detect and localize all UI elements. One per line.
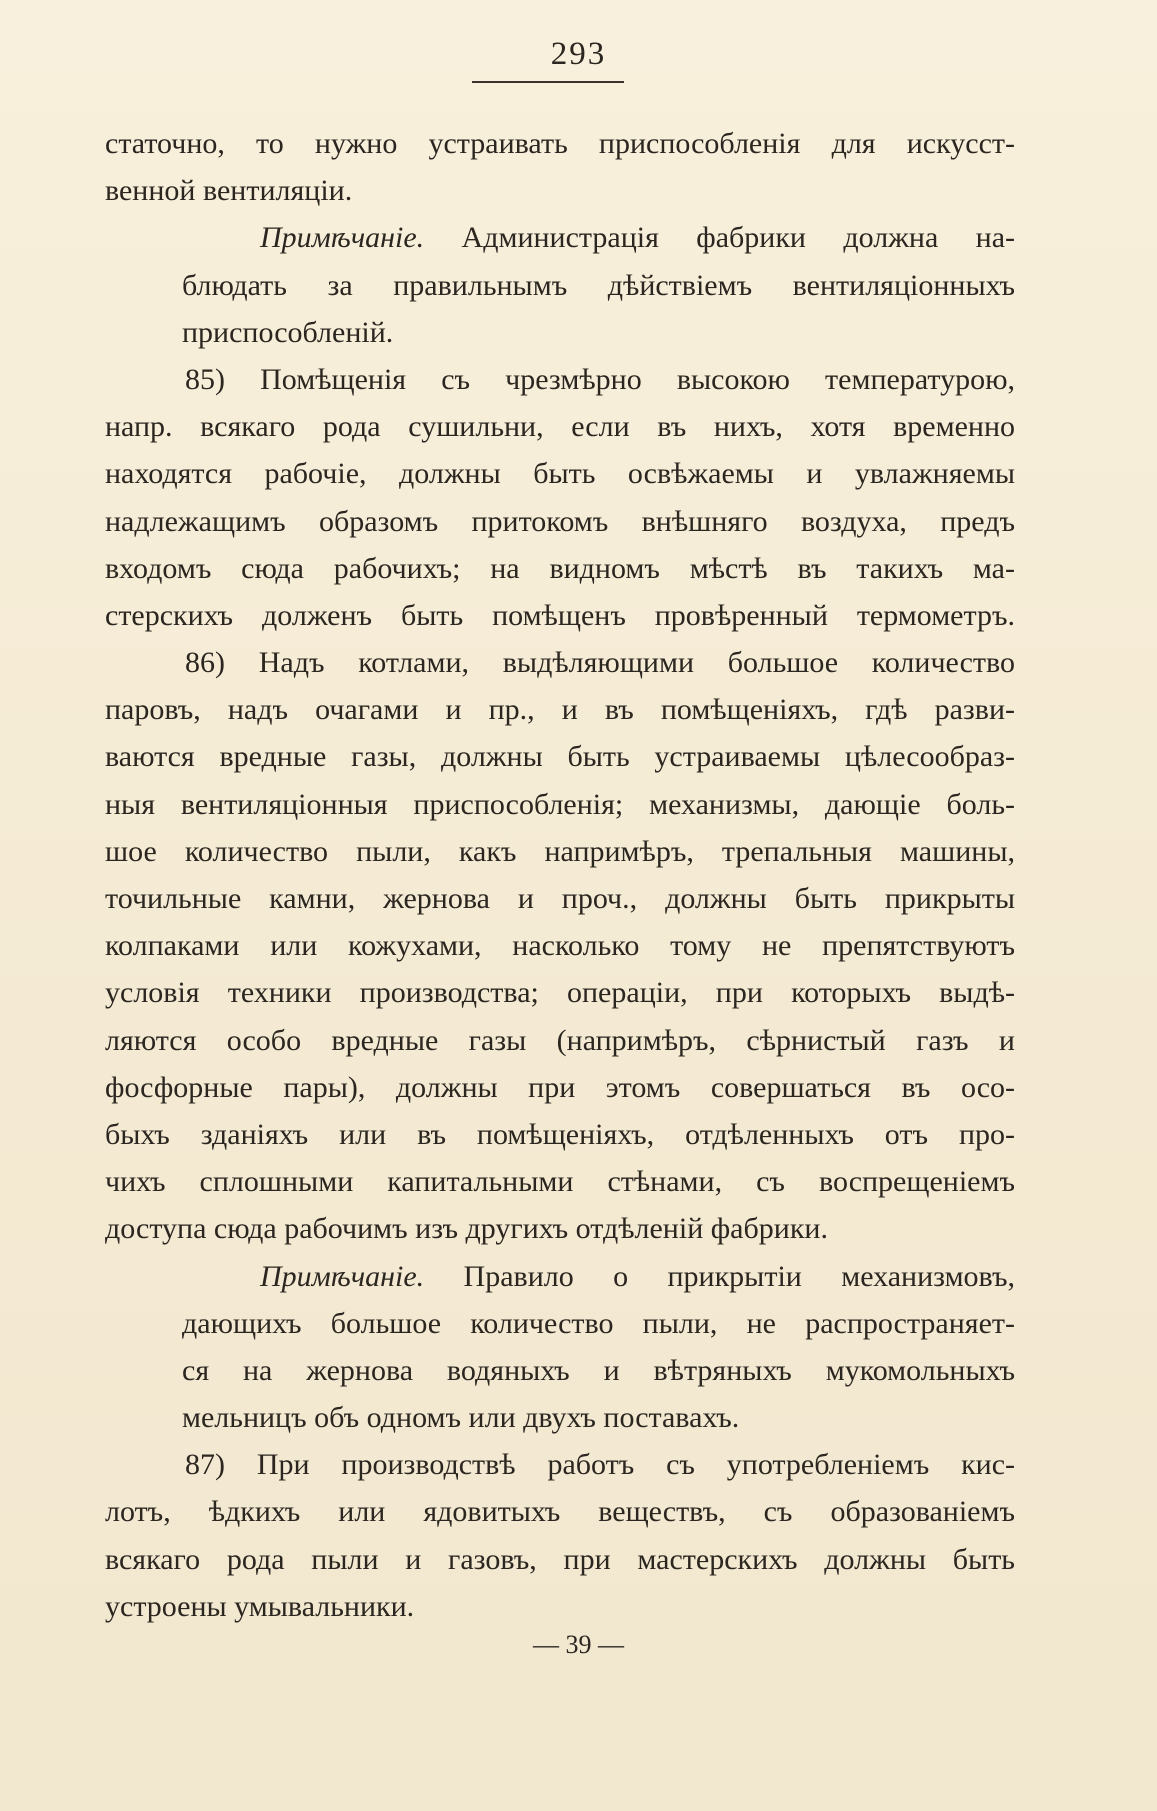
text-line [105,1536,1015,1583]
line-text: венной вентиляціи. [105,174,353,208]
text-line [105,403,1015,450]
line-text: чихъ сплошными капитальными стѣнами, съ воспрещеніемъ [105,1165,1015,1199]
line-text: доступа сюда рабочимъ изъ другихъ отдѣленій фабрики. [105,1212,828,1246]
line-text: Правило о прикрытіи механизмовъ, [424,1259,1015,1293]
text-line [105,1253,1015,1300]
text-line [105,1064,1015,1111]
text-line [105,1300,1015,1347]
line-text: паровъ, надъ очагами и пр., и въ помѣщеніяхъ, гдѣ разви- [105,693,1015,727]
signature-mark: — 39 — [533,1630,624,1659]
line-text: ныя вентиляціонныя приспособленія; механизмы, дающіе боль- [105,787,1015,821]
text-line [105,969,1015,1016]
line-text: приспособленій. [182,315,394,349]
line-text: быхъ зданіяхъ или въ помѣщеніяхъ, отдѣленныхъ отъ про- [105,1117,1015,1151]
line-text: стерскихъ долженъ быть помѣщенъ провѣренный термометръ. [105,598,1015,632]
line-text: мельницъ объ одномъ или двухъ поставахъ. [182,1401,740,1435]
text-line [105,828,1015,875]
line-text: Администрація фабрики должна на- [424,221,1015,255]
text-line [105,356,1015,403]
note-label: Примѣчаніе. [260,221,425,255]
text-line [105,450,1015,497]
text-line [105,1347,1015,1394]
line-text: лотъ, ѣдкихъ или ядовитыхъ веществъ, съ образованіемъ [105,1495,1015,1529]
line-text: блюдать за правильнымъ дѣйствіемъ вентиляціонныхъ [182,268,1015,302]
line-text: 87) При производствѣ работъ съ употребленіемъ кис- [185,1448,1015,1482]
line-text: входомъ сюда рабочихъ; на видномъ мѣстѣ въ такихъ ма- [105,551,1015,585]
line-text: колпаками или кожухами, насколько тому не препятствуютъ [105,929,1015,963]
text-line [105,639,1015,686]
text-line [105,1017,1015,1064]
line-text: ляются особо вредные газы (напримѣръ, сѣрнистый газъ и [105,1023,1015,1057]
line-text: всякаго рода пыли и газовъ, при мастерскихъ должны быть [105,1542,1015,1576]
line-text: точильные камни, жернова и проч., должны быть прикрыты [105,882,1015,915]
text-line [105,120,1015,167]
text-line [105,733,1015,780]
line-text: устроены умывальники. [105,1589,415,1623]
text-line [105,1488,1015,1535]
line-text: ваются вредные газы, должны быть устраиваемы цѣлесообраз- [105,740,1015,774]
text-line [105,1205,1015,1252]
document-body [105,120,1015,1630]
text-line [105,781,1015,828]
line-text: находятся рабочіе, должны быть освѣжаемы и увлажняемы [105,457,1015,491]
text-line [105,592,1015,639]
text-line [105,498,1015,545]
text-line [105,686,1015,733]
text-line [105,1441,1015,1488]
text-line [105,309,1015,356]
line-text: статочно, то нужно устраивать приспособленія для искусст- [105,127,1015,160]
line-text: 86) Надъ котлами, выдѣляющими большое количество [185,646,1015,680]
line-text: фосфорные пары), должны при этомъ совершаться въ осо- [105,1070,1015,1104]
line-text: 85) Помѣщенія съ чрезмѣрно высокою температурою, [185,362,1015,396]
text-line [105,1583,1015,1630]
text-line [105,875,1015,922]
text-line [105,1394,1015,1441]
text-line [105,214,1015,261]
header-rule [472,81,624,83]
text-line [105,167,1015,214]
text-line [105,545,1015,592]
line-text: условія техники производства; операціи, при которыхъ выдѣ- [105,976,1015,1010]
note-label: Примѣчаніе. [260,1259,425,1293]
text-line [105,922,1015,969]
text-line [105,1111,1015,1158]
text-line [105,262,1015,309]
text-line [105,1158,1015,1205]
line-text: шое количество пыли, какъ напримѣръ, трепальныя машины, [105,834,1015,868]
line-text: надлежащимъ образомъ притокомъ внѣшняго воздуха, предъ [105,504,1015,538]
line-text: ся на жернова водяныхъ и вѣтряныхъ мукомольныхъ [182,1353,1015,1387]
line-text: напр. всякаго рода сушильни, если въ нихъ, хотя временно [105,410,1015,444]
line-text: дающихъ большое количество пыли, не распространяет- [182,1306,1015,1340]
page-number: 293 [550,36,607,72]
